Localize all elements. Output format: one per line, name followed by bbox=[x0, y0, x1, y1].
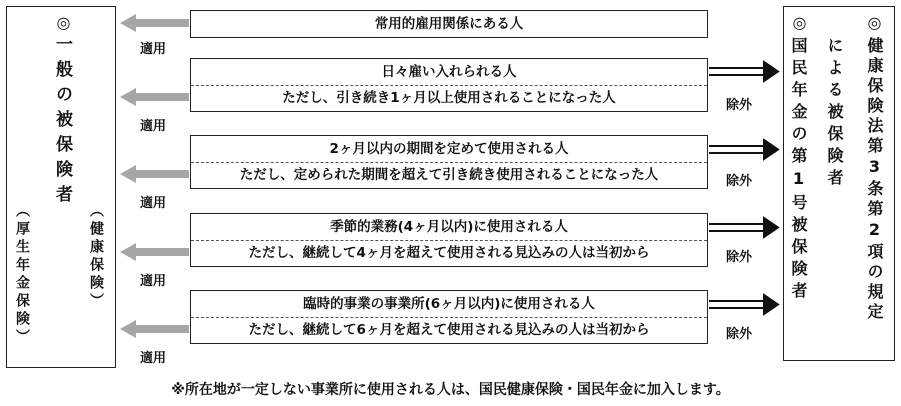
general-insured-title: 一般の被保険者 bbox=[52, 35, 72, 210]
condition-2-line2: ただし、引き続き1ヶ月以上使用されることになった人 bbox=[282, 90, 616, 106]
pension-insurance-label: （厚生年金保険） bbox=[14, 203, 30, 347]
exclude-arrow-5 bbox=[709, 295, 778, 314]
apply-label-4: 適用 bbox=[140, 274, 167, 289]
condition-3-line1: 2ヶ月以内の期間を定めて使用される人 bbox=[329, 141, 569, 157]
condition-4-line1: 季節的業務(4ヶ月以内)に使用される人 bbox=[330, 219, 568, 235]
apply-arrow-4 bbox=[120, 243, 189, 261]
apply-arrow-1 bbox=[120, 14, 189, 32]
health-insurance-label: （健康保険） bbox=[88, 203, 104, 311]
condition-1-line1: 常用的雇用関係にある人 bbox=[374, 16, 524, 32]
exclude-arrow-4 bbox=[709, 218, 778, 237]
article-text-b: 健康保険法第3条第2項の規定 bbox=[865, 37, 884, 323]
apply-label-2: 適用 bbox=[140, 119, 167, 134]
article-mark: ◎ bbox=[865, 13, 884, 36]
condition-5-line2: ただし、継続して6ヶ月を超えて使用される見込みの人は当初から bbox=[248, 322, 650, 338]
exclude-label-2: 除外 bbox=[726, 98, 753, 113]
apply-arrows bbox=[120, 14, 189, 338]
apply-label-1: 適用 bbox=[140, 42, 167, 57]
exclude-arrow-3 bbox=[709, 140, 778, 159]
condition-2-line1: 日々雇い入れられる人 bbox=[381, 64, 517, 80]
condition-4-line2: ただし、継続して4ヶ月を超えて使用される見込みの人は当初から bbox=[248, 245, 650, 261]
exclude-arrow-2 bbox=[709, 62, 778, 81]
apply-arrow-2 bbox=[120, 88, 189, 106]
article-text-a: による被保険者 bbox=[825, 37, 844, 191]
condition-5-line1: 臨時的事業の事業所(6ヶ月以内)に使用される人 bbox=[303, 296, 595, 312]
apply-arrow-3 bbox=[120, 165, 189, 183]
national-pension-mark: ◎ bbox=[790, 13, 809, 36]
exclude-label-5: 除外 bbox=[726, 327, 753, 342]
exclude-label-4: 除外 bbox=[726, 250, 753, 265]
apply-arrow-5 bbox=[120, 320, 189, 338]
exclude-label-3: 除外 bbox=[726, 174, 753, 189]
general-insured-mark: ◎ bbox=[54, 13, 73, 36]
apply-label-5: 適用 bbox=[140, 351, 167, 366]
footnote: ※所在地が一定しない事業所に使用される人は、国民健康保険・国民年金に加入します。 bbox=[171, 382, 730, 398]
apply-label-3: 適用 bbox=[140, 196, 167, 211]
national-pension-text: 国民年金の第1号被保険者 bbox=[789, 37, 808, 304]
condition-3-line2: ただし、定められた期間を超えて引き続き使用されることになった人 bbox=[239, 167, 659, 183]
